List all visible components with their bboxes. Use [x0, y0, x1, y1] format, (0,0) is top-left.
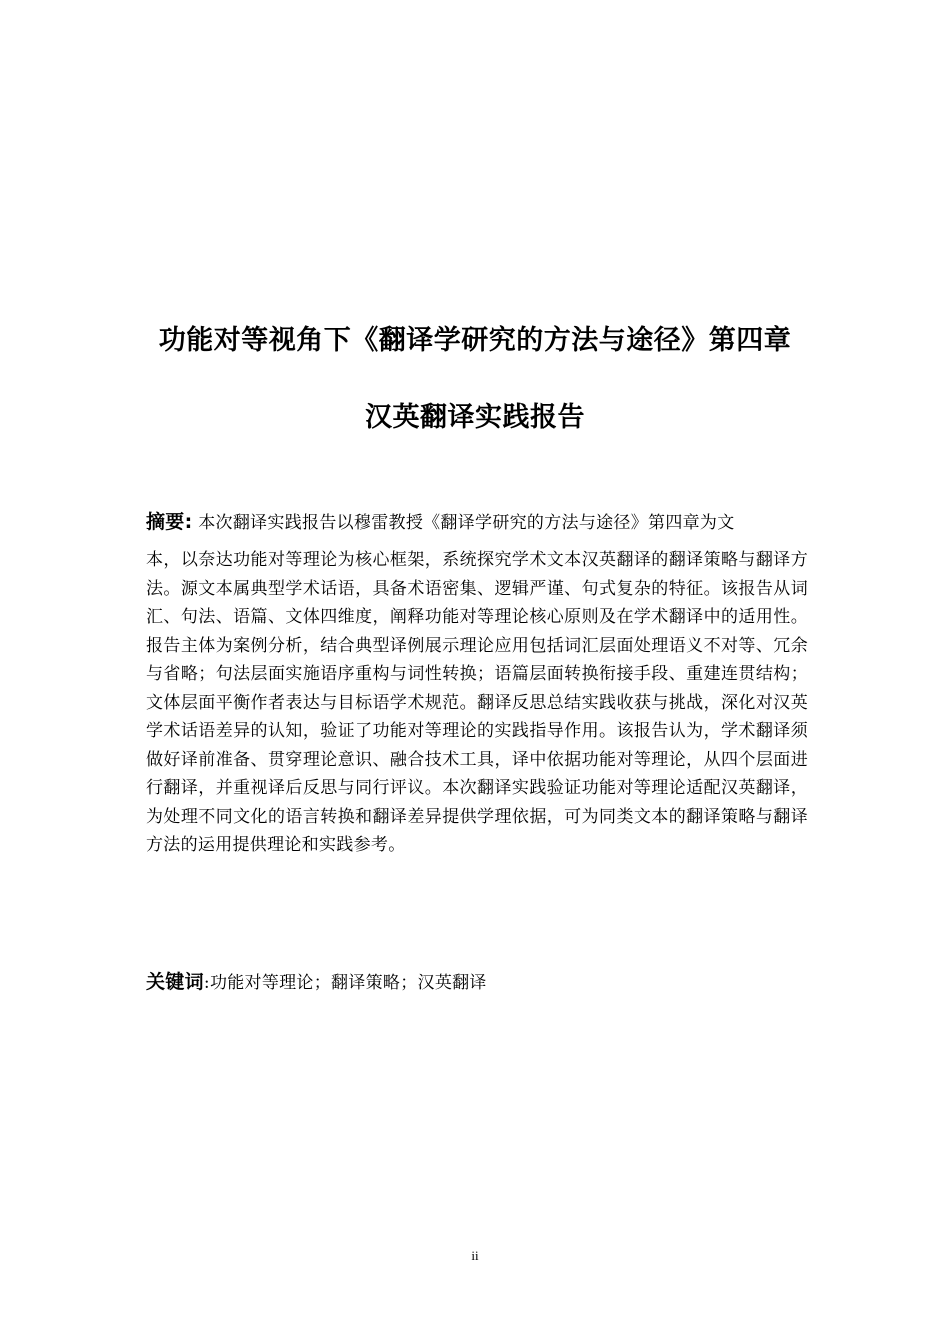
abstract-first-line — [146, 505, 808, 540]
title-line-1: 功能对等视角下《翻译学研究的方法与途径》第四章 — [158, 325, 792, 356]
abstract-section — [146, 505, 808, 860]
keywords-label: 关键词 — [146, 971, 204, 993]
keywords-section — [146, 966, 808, 999]
title-line-2: 汉英翻译实践报告 — [365, 402, 585, 433]
keywords-separator: : — [203, 973, 210, 993]
abstract-body: 本，以奈达功能对等理论为核心框架，系统探究学术文本汉英翻译的翻译策略与翻译方法。源文本属典型学术话语，具备术语密集、逻辑严谨、句式复杂的特征。该报告从词汇、句法、语篇、文体四维度，阐释功能对等理论核心原则及在学术翻译中的适用性。报告主体为案例分析，结合典型译例展示理论应用包括词汇层面处理语义不对等、冗余与省略；句法层面实施语序重构与词性转换；语篇层面转换衔接手段、重建连贯结构；文体层面平衡作者表达与目标语学术规范。翻译反思总结实践收获与挑战，深化对汉英学术话语差异的认知，验证了功能对等理论的实践指导作用。该报告认为，学术翻译须做好译前准备、贯穿理论意识、融合技术工具，译中依据功能对等理论，从四个层面进行翻译，并重视译后反思与同行评议。本次翻译实践验证功能对等理论适配汉英翻译，为处理不同文化的语言转换和翻译差异提供学理依据，可为同类文本的翻译策略与翻译方法的运用提供理论和实践参考。 — [146, 550, 808, 855]
abstract-first-text: 本次翻译实践报告以穆雷教授《翻译学研究的方法与途径》第四章为文 — [198, 513, 735, 533]
keywords-value: 功能对等理论；翻译策略；汉英翻译 — [209, 973, 487, 993]
page-number: ii — [471, 1248, 479, 1263]
abstract-label: 摘要: — [146, 511, 193, 533]
